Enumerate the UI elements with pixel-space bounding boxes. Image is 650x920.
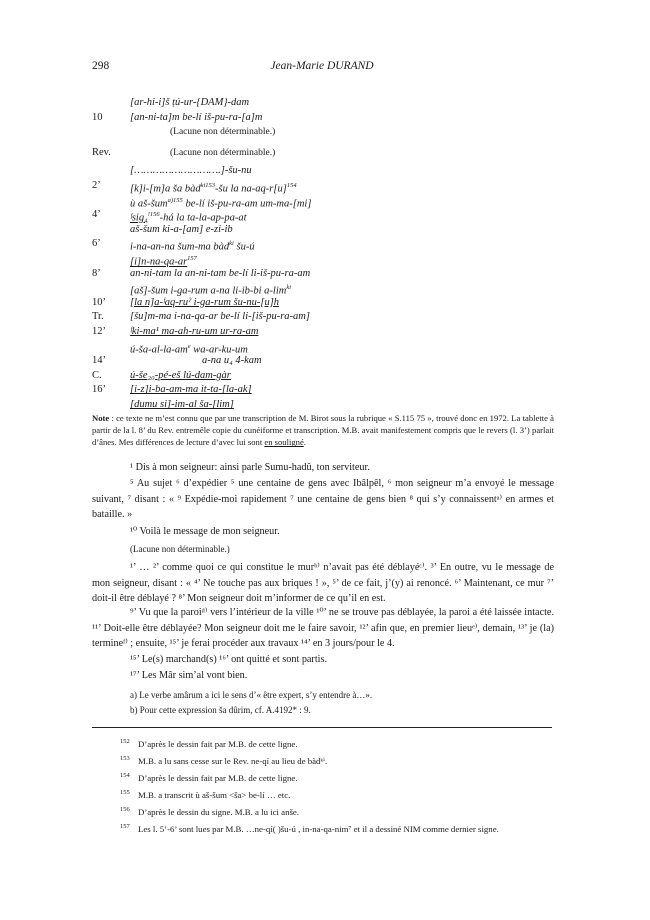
translation-paragraph: ¹’ … ²’ comme quoi ce qui constitue le murᵇ⁾ n’avait pas été déblayéᶜ⁾. ³’ En outre, vu le message de mon seigneur, disant : « ⁴’ Ne touche pas aux briques ! », ⁵’ de ce fait, j’(y) ai renoncé. ⁶’ Maintenant, ce mur ⁷’ doit-il être déblayé ? ⁸’ Mon seigneur doit m’informer de ce qu’il en est. — [92, 562, 554, 604]
translit-line: 6’ i-na-an-na šum-ma bàd$^{ki}$ šu-ú — [92, 238, 255, 253]
translit-line: [ar-hi-i]š ṭú-ur-{DAM}-dam — [130, 97, 250, 108]
note-label: Note — [92, 413, 110, 423]
translit-line: 12’ ᶠki-ma¹ ma-ah-ru-um ur-ra-am — [92, 326, 259, 337]
translation-paragraph: ¹⁷’ Les Mâr sim’al vont bien. — [130, 670, 248, 681]
document-page: 298 Jean-Marie DURAND [ar-hi-i]š ṭú-ur-{DAM}-dam 10 [an-ni-ta]m be-lí iš-pu-ra-[a]m (Lacune non déterminable.) Rev. (Lacune non déterminable.) [……………………….]-šu-nu 2’ [k]i-[m]a ša bàd$^{ki153}$-šu la $na-aq-r[u]^{154}$ ù aš-šum$^{a)155}$ be-lí iš-pu-ra-am um-ma-[mi] 4’ ᶠsig₄$^{!156}$-há la ta-la-ap-pa-at aš-šum ki-a-[am] e-zi-ib 6’ i-na-an-na šum-ma bàd$^{ki}$ šu-ú $[i]n-na-qa-ar^{157}$ 8’ an-ni-tam la an-ni-tam be-lí li-iš-pu-ra-am [aš]-šum i-ga-rum a-na li-ib-bi $a-\lim^{ki}$ 10’ [la n]a-ᶠaq-ruˀ i-ga-rum šu-nu-[u]h Tr. [šu]m-ma i-na-qa-ar be-lí li-[iš-pu-ra-am] 12’ ᶠki-ma¹ ma-ah-ru-um ur-ra-am $ú-ša-al-la-am^e$ wa-ar-ku-um 14’ a-na u₄ 4-kam C. ú-še₂₀-pé-eš lú-dam-gàr 16’ [i-z]i-ba-am-ma it-ta-[la-ak] Note : ce texte ne m’est connu que par une transcription de M. Birot sous la rubrique « S.115 75 », trouvé donc en 1972. La tablette à partir de la l. 8’ du Rev. entremêle copie du cunéiforme et transcription. M.B. avait manifestement compris que le revers (l. 3’) parlait d’ânes. Mes différences de lecture d’avec lui sont en souligné. ¹ Dis à mon seigneur: ainsi parle Sumu-hadû, ton serviteur. ⁵ Au sujet ⁶ d’expédier ⁵ une centaine de gens avec Ibâlpêl, ⁶ mon seigneur m’a envoyé le message suivant, ⁷ disant : « ⁹ Expédie-moi rapidement ⁷ une centaine de gens bien ⁸ qui s’y connaissentᵃ⁾ en armes et bataille. » ¹⁰ Voilà le message de mon seigneur. (Lacune non déterminable.) ¹’ … ²’ comme quoi ce qui constitue le murᵇ⁾ n’avait pas été déblayéᶜ⁾. ³’ En outre, vu le message de mon seigneur, disant : « ⁴’ Ne touche pas aux briques ! », ⁵’ de ce fait, j’(y) ai renoncé. ⁶’ Maintenant, ce mur ⁷’ doit-il être déblayé ? ⁸’ Mon seigneur doit m’informer de ce qu’il en est. ⁹’ Vu que la paroiᵈ⁾ vers l’intérieur de la ville ¹⁰’ ne se trouve pas déblayée, la paroi a été laissée intacte. ¹¹’ Doit-elle être déblayée? Mon seigneur doit me le faire savoir, ¹²’ afin que, en premier lieuᵉ⁾, demain, ¹³’ je (la) termineᶠ⁾ ; ensuite, ¹⁵’ je ferai procéder aux travaux ¹⁴’ en 3 jours/pour le 4. ¹⁵’ Le(s) marchand(s) ¹⁶’ ont quitté et sont partis. ¹⁷’ Les Mâr sim’al vont bien. a) Le verbe amârum a ici le sens d’« être expert, s’y entendre à…». b) Pour cette expression ša dûrim, cf. A.4192* : 9. 152 D’après le dessin fait par M.B. de cette ligne. 153 M.B. a lu sans cesse sur le Rev. ne-qí au lieu de bàdᵏⁱ. 154 D’après le dessin fait par M.B. de cette ligne. 155 M.B. a transcrit ù aš-šum <ša> be-lí … etc. 156 D’après le dessin du signe. M.B. a lu ici anše. 157 Les l. 5’-6’ sont lues par M.B. …ne-qí( )šu-ú , in-na-qa-nim⁷ et il a dessiné NIM comme dernier signe. [dumu si]-im-al ša-[lim] — [92, 60, 554, 834]
translit-line: [aš]-šum i-ga-rum a-na li-ib-bi $a-\lim^{ki}$ — [130, 284, 292, 297]
translit-line: $ú-ša-al-la-am^e$ wa-ar-ku-um — [130, 342, 248, 356]
translit-line: [……………………….]-šu-nu — [130, 165, 252, 177]
translation-paragraph: ⁹’ Vu que la paroiᵈ⁾ vers l’intérieur de la ville ¹⁰’ ne se trouve pas déblayée, la paroi a été laissée intacte. ¹¹’ Doit-elle être déblayée? Mon seigneur doit me le faire savoir, ¹²’ afin que, en premier lieuᵉ⁾, demain, ¹³’ je (la) termineᶠ⁾ ; ensuite, ¹⁵’ je ferai procéder aux travaux ¹⁴’ en 3 jours/pour le 4. — [92, 607, 554, 649]
lacuna-line: (Lacune non déterminable.) — [170, 127, 276, 138]
translit-line: Tr. [šu]m-ma i-na-qa-ar be-lí li-[iš-pu-ra-am] — [92, 311, 310, 323]
note-text: : ce texte ne m’est connu que par une transcription de M. Birot sous la rubrique « S.115 75 », trouvé donc en 1972. La tablette à partir de la l. 8’ du Rev. entremêle copie du cunéiforme et transcription. M.B. avait manifestement compris que le revers (l. 3’) parlait d’ânes. Mes différences de lecture d’avec lui sont — [92, 413, 554, 448]
translation-paragraph: ¹⁰ Voilà le message de mon seigneur. — [130, 526, 280, 537]
editorial-note: Note : ce texte ne m’est connu que par une transcription de M. Birot sous la rubrique « S.115 75 », trouvé donc en 1972. La tablette à partir de la l. 8’ du Rev. entremêle copie du cunéiforme et transcription. M.B. avait manifestement compris que le revers (l. 3’) parlait d’ânes. Mes différences de lecture d’avec lui sont en souligné. — [92, 413, 554, 448]
footnote-divider — [92, 727, 552, 728]
translit-line: $[i]n-na-qa-ar^{157}$ — [130, 255, 197, 268]
translation-paragraph: ⁵ Au sujet ⁶ d’expédier ⁵ une centaine de gens avec Ibâlpêl, ⁶ mon seigneur m’a envoyé le message suivant, ⁷ disant : « ⁹ Expédie-moi rapidement ⁷ une centaine de gens bien ⁸ qui s’y connaissentᵃ⁾ en armes et bataille. » — [92, 478, 554, 520]
note-underlined: en souligné — [264, 437, 304, 448]
translation-paragraph: ¹⁵’ Le(s) marchand(s) ¹⁶’ ont quitté et sont partis. — [130, 654, 327, 665]
translation-note-b: b) Pour cette expression ša dûrim, cf. A.4192* : 9. — [130, 705, 311, 715]
translit-line: 4’ ᶠsig₄$^{!156}$-há la ta-la-ap-pa-at — [92, 209, 247, 224]
translit-line: 10’ [la n]a-ᶠaq-ruˀ i-ga-rum šu-nu-[u]h — [92, 296, 280, 308]
translation-paragraph: ¹ Dis à mon seigneur: ainsi parle Sumu-hadû, ton serviteur. — [130, 462, 370, 473]
translit-line: 8’ an-ni-tam la an-ni-tam be-lí li-iš-pu-ra-am — [92, 267, 311, 279]
translit-line: aš-šum ki-a-[am] e-zi-ib — [130, 223, 233, 235]
running-head-author: Jean-Marie DURAND — [270, 60, 374, 72]
page-number: 298 — [92, 60, 110, 72]
page-header — [92, 60, 552, 74]
translit-line: 10 [an-ni-ta]m be-lí iš-pu-ra-[a]m — [92, 111, 263, 123]
translit-line: 16’ [i-z]i-ba-am-ma it-ta-[la-ak] — [92, 384, 252, 396]
translit-line: [dumu si]-im-al ša-[lim] — [130, 399, 234, 410]
translit-line: C. ú-še₂₀-pé-eš lú-dam-gàr — [92, 369, 231, 381]
translit-line: 14’ a-na u₄ 4-kam — [92, 355, 262, 367]
translit-line: ù aš-šum$^{a)155}$ be-lí iš-pu-ra-am um-ma-[mi] — [130, 196, 312, 210]
lacuna-line: (Lacune non déterminable.) — [130, 544, 230, 554]
translit-line: 2’ [k]i-[m]a ša bàd$^{ki153}$-šu la $na-aq-r[u]^{154}$ — [92, 180, 297, 195]
lacuna-line: Rev. (Lacune non déterminable.) — [92, 146, 276, 158]
translation-note-a: a) Le verbe amârum a ici le sens d’« être expert, s’y entendre à…». — [130, 690, 373, 700]
